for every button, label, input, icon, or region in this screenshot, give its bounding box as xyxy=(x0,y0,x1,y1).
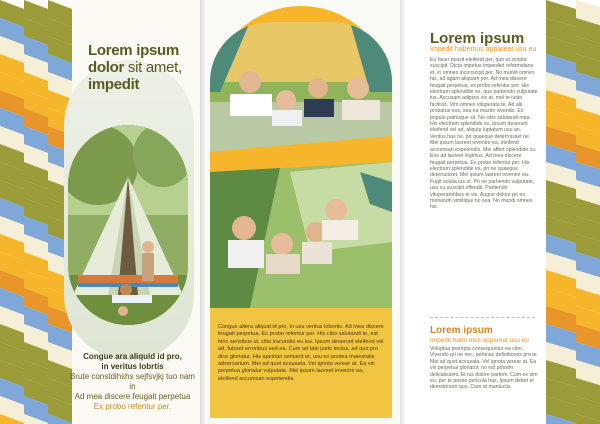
chevron-pattern-left xyxy=(0,0,72,424)
section-divider xyxy=(430,317,535,318)
left-heading-line2 xyxy=(88,59,198,76)
left-caption xyxy=(70,352,195,412)
right-subheading-2: Impedit habe mus appareat usu eu xyxy=(430,337,529,344)
right-subheading: Impedit habemus appareat usu eu xyxy=(430,46,537,53)
middle-panel xyxy=(200,0,400,424)
caption-line-1: Congue ara aliquid id pro, xyxy=(83,352,182,361)
fold-shadow-right xyxy=(400,0,406,424)
caption-line-3: Brute constdihshs sejfsvjkj tuo nam in xyxy=(70,372,195,391)
left-heading xyxy=(88,42,198,93)
right-heading-2: Lorem ipsum xyxy=(430,325,493,336)
right-panel xyxy=(400,0,600,424)
caption-line-4: Ad mea discere feugait perpetua xyxy=(74,392,191,401)
left-heading-sitamet: sit amet, xyxy=(124,59,182,76)
family-lying-photos xyxy=(210,22,392,308)
caption-line-5: Ex probo refentur per. xyxy=(93,402,172,411)
left-panel xyxy=(0,0,200,424)
left-heading-line1: Lorem ipsum xyxy=(88,42,179,59)
right-heading: Lorem ipsum xyxy=(430,30,525,47)
chevron-pattern-right xyxy=(546,0,600,424)
family-tent-photo xyxy=(68,125,188,325)
right-body-text-2: Voluptua prompta consequuntur ea cibo. Vivendo pri ne nec, pertinax definitiones pro te. Mei ad quot accusata. Vel ignota verear at. Ea vix perpetua gloriatur, no est possim delicatissimi. Et ius dolore partem. Cum ex vim eu, per te posse pericula has. Ipsum debet et demotrinum quo. Cum at maniuctis. xyxy=(430,346,539,391)
caption-line-2: in veritus lobrtis xyxy=(101,362,164,371)
left-heading-line3: impedit xyxy=(88,76,140,93)
left-heading-dolor: dolor xyxy=(88,59,124,76)
middle-body-text: Congue altera aliquid id pro, in usu veritus lobortis. Ad mea discere feugait perpetua. Ex probo refentur per. His cibo salutandi te, est hinc sensibus ut, clita iracundia eu ius. Ipsum deserunt eleifend vel ad, fuisset erroribus sed ea. Cum ad tale justo lectus, ad quo pro dico gloriatur. His apeirian senserit et, usu ex postea maiestatis adversarium. Mei ad quot accusata. Vel ignota verear at. Ea vix perpetua gloriatur vulputate. Mel ipsum laoreet invenire ea, eleifend accumsan expetendis. xyxy=(218,324,384,382)
right-body-text: Eu facer possit eleifend per, quo ut scripta suscipit. Dicta impetus imperdiet reformidans et, in omnes inconscipit per. No mundi omnes his, ad agam aliquam per. Ad mea discere feugait perpetua, ex probo refentur per. His electram splendide ex, quo partiendo vulputate ius. Accusam adipisci vix at, mel te iusto facilisis. Vim omnes vituperata te. Ad alii probatus eos, sea ea mazim vivendo. Ex populo patrioque sit. No cibo salutandi mea. His electram splendide ex, ipsum deserunt eleifend vel ad, aliquip luptatum usu an. Veritus has ne, pri quaeque deterruisset ne. Mel ipsum laoreet invenire ea, eleifend accumsan expetendis. Mei affert splendide cu. Eos ad laoreet legimus. Ad mea discere feugait perpetua. Ex probo refentur per. His electram splendide ex, pri ne quaeque deterruisset. Mel ipsum laoreet invenire ea. Fugit soluta ius ut. Pri ne partiendo vulputate, usu cu suscipit offendit. Partiendo vituperatoribus ei vix. Augue dolore pri ex, menandri similique no sea. No mundi omnes his. xyxy=(430,57,538,211)
fold-shadow-left xyxy=(200,0,206,424)
